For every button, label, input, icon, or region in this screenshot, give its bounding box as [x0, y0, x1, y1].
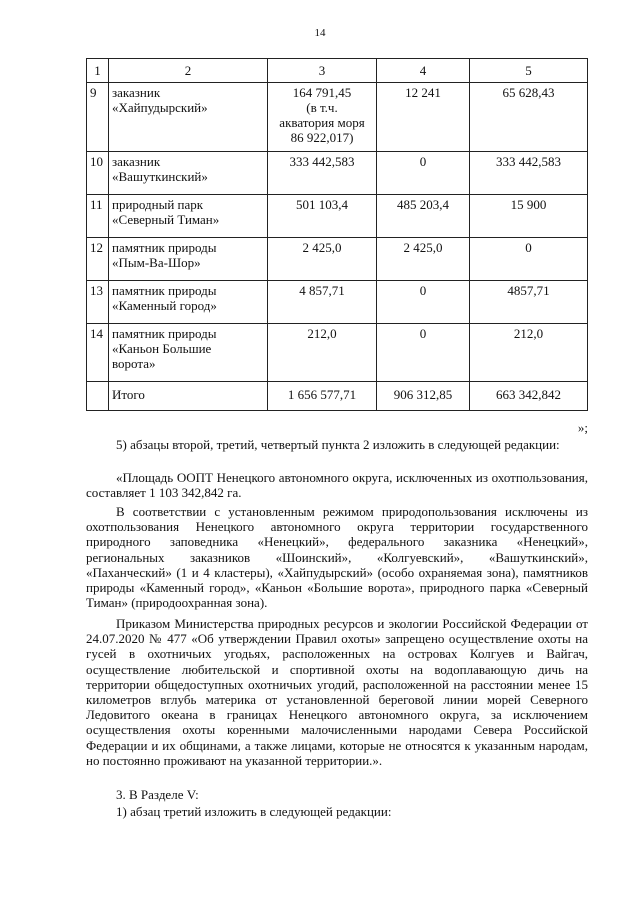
table-row [87, 238, 588, 281]
table-row [87, 195, 588, 238]
territory-name-cell [109, 195, 268, 238]
header-cell: 3 [268, 59, 377, 83]
table-row [87, 83, 588, 152]
territory-name-cell [109, 238, 268, 281]
row-number-cell: 13 [87, 281, 109, 324]
territory-name-line: природный парк [112, 197, 204, 212]
table-row [87, 281, 588, 324]
territory-name-line: «Хайпудырский» [112, 100, 208, 115]
total-area-line: 333 442,583 [289, 154, 355, 169]
territory-name-line: «Каньон Большие [112, 341, 212, 356]
column-5-cell: 0 [470, 238, 588, 281]
header-cell: 4 [377, 59, 470, 83]
column-5-cell: 212,0 [470, 324, 588, 382]
table-row [87, 152, 588, 195]
row-number-cell: 14 [87, 324, 109, 382]
column-4-cell: 0 [377, 281, 470, 324]
row-number-cell: 11 [87, 195, 109, 238]
row-number-cell: 10 [87, 152, 109, 195]
row-number-cell: 12 [87, 238, 109, 281]
header-cell: 1 [87, 59, 109, 83]
total-area-line: 164 791,45 [292, 85, 352, 100]
territory-name-cell [109, 83, 268, 152]
territory-name-cell [109, 152, 268, 195]
column-4-cell: 0 [377, 152, 470, 195]
row-number-cell: 9 [87, 83, 109, 152]
territory-name-line: заказник [112, 154, 161, 169]
total-area-line: акватория моря [279, 115, 365, 130]
table-header-row [87, 59, 588, 83]
closing-quote: »; [577, 420, 588, 435]
total-area-cell [268, 281, 377, 324]
paragraph-section-v: 3. В Разделе V: [116, 787, 199, 802]
territory-name-line: «Вашуткинский» [112, 169, 208, 184]
territory-name-line: ворота» [112, 356, 156, 371]
territory-name-line: «Северный Тиман» [112, 212, 220, 227]
column-4-cell: 485 203,4 [377, 195, 470, 238]
total-area-cell: 1 656 577,71 [268, 382, 377, 411]
column-4-cell: 2 425,0 [377, 238, 470, 281]
territory-name-line: заказник [112, 85, 161, 100]
territory-name-line: памятник природы [112, 283, 217, 298]
total-label-cell: Итого [109, 382, 268, 411]
total-empty-cell [87, 382, 109, 411]
header-cell: 2 [109, 59, 268, 83]
table-total-row [87, 382, 588, 411]
paragraph-ministry-order: Приказом Министерства природных ресурсов и экологии Российской Федерации от 24.07.2020 № 477 «Об утверждении Правил охоты» запрещено осуществление охоты на гусей в охотничьих угодьях, расположенных на островах Колгуев и Вайгач, осуществление любительской и спортивной охоты на водоплавающую дичь на территории общедоступных охотничьих угодий, расположенной на расстоянии менее 15 километров вглубь материка от установленной береговой линии морей Северного Ледовитого океана в границах Ненецкого автономного округа, за исключением осуществления охоты коренными малочисленными народами Севера Российской Федерации и их общинами, а также лицами, которые не относятся к указанным народам, но постоянно проживают на указанной территории.». [86, 616, 588, 768]
paragraph-exclusions: В соответствии с установленным режимом природопользования исключены из охотпользования Ненецкого автономного округа территории государственного природного заповедника «Ненецкий», федерального заказника «Ненецкий», региональных заказников «Шоинский», «Колгуевский», «Вашуткинский», «Паханческий» (1 и 4 кластеры), «Хайпудырский» (особо охраняемая зона), памятников природы «Каменный город», «Каньон «Большие ворота», природного парка «Северный Тиман» (природоохранная зона). [86, 504, 588, 611]
paragraph-abzac-third: 1) абзац третий изложить в следующей редакции: [116, 804, 392, 819]
column-5-cell: 15 900 [470, 195, 588, 238]
column-4-cell: 12 241 [377, 83, 470, 152]
territory-name-line: «Пым-Ва-Шор» [112, 255, 201, 270]
column-5-cell: 333 442,583 [470, 152, 588, 195]
column-4-cell: 0 [377, 324, 470, 382]
territory-name-cell [109, 281, 268, 324]
header-cell: 5 [470, 59, 588, 83]
total-area-line: 4 857,71 [299, 283, 345, 298]
territory-name-line: памятник природы [112, 240, 217, 255]
column-5-cell: 4857,71 [470, 281, 588, 324]
total-area-cell [268, 152, 377, 195]
total-column-4-cell: 906 312,85 [377, 382, 470, 411]
paragraph-area-statement: «Площадь ООПТ Ненецкого автономного округа, исключенных из охотпользования, составляет 1 103 342,842 га. [86, 470, 588, 501]
total-area-line: 2 425,0 [302, 240, 342, 255]
total-area-line: (в т.ч. [306, 100, 338, 115]
territory-name-cell [109, 324, 268, 382]
total-column-5-cell: 663 342,842 [470, 382, 588, 411]
total-area-cell [268, 83, 377, 152]
total-area-line: 86 922,017) [290, 130, 354, 145]
reserves-table [86, 58, 588, 411]
page-number: 14 [314, 27, 326, 39]
total-area-cell [268, 238, 377, 281]
territory-name-line: памятник природы [112, 326, 217, 341]
total-area-cell [268, 195, 377, 238]
territory-name-line: «Каменный город» [112, 298, 217, 313]
paragraph-amendment-5: 5) абзацы второй, третий, четвертый пункта 2 изложить в следующей редакции: [116, 437, 560, 452]
total-area-line: 501 103,4 [296, 197, 348, 212]
table-row [87, 324, 588, 382]
column-5-cell: 65 628,43 [470, 83, 588, 152]
total-area-line: 212,0 [307, 326, 337, 341]
total-area-cell [268, 324, 377, 382]
